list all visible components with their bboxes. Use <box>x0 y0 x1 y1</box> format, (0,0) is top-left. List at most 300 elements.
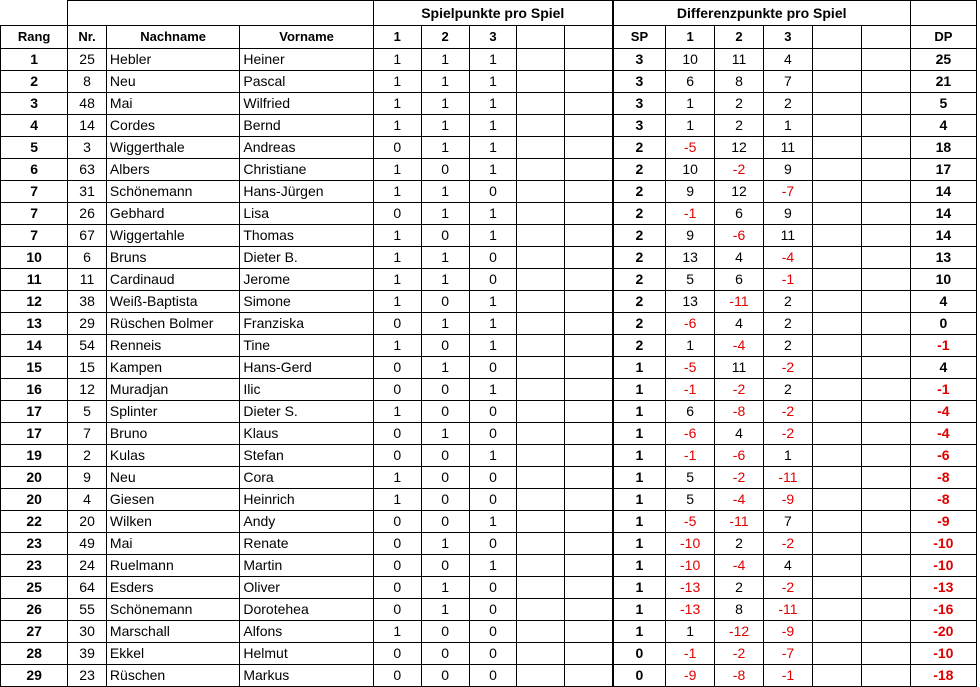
cell-diff-2: -2 <box>715 379 764 401</box>
cell-nachname: Neu <box>106 467 239 489</box>
cell-empty <box>565 467 613 489</box>
cell-empty <box>861 71 910 93</box>
cell-diff-1: 5 <box>666 467 715 489</box>
cell-empty <box>565 577 613 599</box>
cell-nr: 25 <box>68 49 107 71</box>
cell-diff-2: 6 <box>715 203 764 225</box>
cell-game-1: 0 <box>373 533 421 555</box>
cell-nachname: Weiß-Baptista <box>106 291 239 313</box>
cell-empty <box>517 511 565 533</box>
cell-empty <box>861 467 910 489</box>
cell-nr: 30 <box>68 621 107 643</box>
cell-nachname: Neu <box>106 71 239 93</box>
table-row <box>1 49 977 71</box>
cell-rang: 20 <box>1 489 68 511</box>
cell-diff-1: 9 <box>666 225 715 247</box>
cell-empty <box>812 423 861 445</box>
cell-diff-3: -9 <box>763 621 812 643</box>
cell-diff-2: 12 <box>715 137 764 159</box>
cell-empty <box>517 379 565 401</box>
cell-dp: -8 <box>910 467 976 489</box>
cell-nr: 31 <box>68 181 107 203</box>
cell-rang: 23 <box>1 533 68 555</box>
cell-rang: 17 <box>1 401 68 423</box>
cell-empty <box>517 181 565 203</box>
col-header-vorname: Vorname <box>240 26 373 49</box>
cell-diff-1: -5 <box>666 357 715 379</box>
cell-empty <box>565 269 613 291</box>
cell-empty <box>517 225 565 247</box>
cell-sp: 1 <box>613 445 666 467</box>
cell-empty <box>861 313 910 335</box>
table-row <box>1 225 977 247</box>
col-header-diff-2: 2 <box>715 26 764 49</box>
cell-empty <box>812 643 861 665</box>
cell-nr: 29 <box>68 313 107 335</box>
cell-rang: 5 <box>1 137 68 159</box>
cell-game-1: 1 <box>373 247 421 269</box>
cell-diff-2: 2 <box>715 533 764 555</box>
cell-diff-3: -11 <box>763 467 812 489</box>
cell-game-3: 1 <box>469 93 517 115</box>
cell-diff-3: -9 <box>763 489 812 511</box>
cell-dp: -6 <box>910 445 976 467</box>
cell-diff-3: -2 <box>763 357 812 379</box>
cell-diff-1: 9 <box>666 181 715 203</box>
cell-game-2: 0 <box>421 159 469 181</box>
cell-game-2: 0 <box>421 467 469 489</box>
cell-diff-2: 4 <box>715 313 764 335</box>
cell-dp: -8 <box>910 489 976 511</box>
cell-empty <box>861 445 910 467</box>
cell-empty <box>861 423 910 445</box>
cell-vorname: Heiner <box>240 49 373 71</box>
cell-game-3: 1 <box>469 511 517 533</box>
cell-vorname: Tine <box>240 335 373 357</box>
cell-game-1: 0 <box>373 511 421 533</box>
cell-empty <box>517 71 565 93</box>
cell-vorname: Ilic <box>240 379 373 401</box>
cell-diff-3: 4 <box>763 555 812 577</box>
cell-nr: 3 <box>68 137 107 159</box>
cell-nr: 11 <box>68 269 107 291</box>
cell-diff-1: 1 <box>666 621 715 643</box>
cell-sp: 2 <box>613 313 666 335</box>
cell-nr: 38 <box>68 291 107 313</box>
cell-empty <box>861 533 910 555</box>
col-header-diff-3: 3 <box>763 26 812 49</box>
cell-empty <box>565 203 613 225</box>
cell-empty <box>517 621 565 643</box>
cell-dp: -18 <box>910 665 976 687</box>
cell-game-1: 1 <box>373 93 421 115</box>
cell-nr: 12 <box>68 379 107 401</box>
cell-empty <box>565 313 613 335</box>
cell-game-3: 1 <box>469 445 517 467</box>
cell-nachname: Renneis <box>106 335 239 357</box>
cell-vorname: Heinrich <box>240 489 373 511</box>
cell-dp: -13 <box>910 577 976 599</box>
cell-game-1: 1 <box>373 489 421 511</box>
cell-game-1: 1 <box>373 269 421 291</box>
cell-game-3: 1 <box>469 115 517 137</box>
cell-empty <box>812 665 861 687</box>
cell-game-1: 1 <box>373 159 421 181</box>
cell-rang: 19 <box>1 445 68 467</box>
cell-diff-2: -4 <box>715 489 764 511</box>
cell-sp: 2 <box>613 203 666 225</box>
table-row <box>1 313 977 335</box>
cell-nachname: Bruns <box>106 247 239 269</box>
table-row <box>1 115 977 137</box>
cell-empty <box>812 467 861 489</box>
cell-diff-2: -4 <box>715 335 764 357</box>
table-row <box>1 181 977 203</box>
cell-diff-3: -1 <box>763 269 812 291</box>
cell-dp: -10 <box>910 643 976 665</box>
cell-diff-3: 1 <box>763 115 812 137</box>
cell-empty <box>861 49 910 71</box>
cell-vorname: Markus <box>240 665 373 687</box>
cell-sp: 2 <box>613 159 666 181</box>
cell-diff-2: -2 <box>715 643 764 665</box>
cell-game-2: 1 <box>421 423 469 445</box>
cell-vorname: Dieter S. <box>240 401 373 423</box>
cell-empty <box>565 291 613 313</box>
cell-diff-3: -7 <box>763 181 812 203</box>
cell-sp: 2 <box>613 137 666 159</box>
cell-nachname: Gebhard <box>106 203 239 225</box>
cell-empty <box>861 159 910 181</box>
cell-empty <box>565 335 613 357</box>
cell-vorname: Stefan <box>240 445 373 467</box>
table-row <box>1 467 977 489</box>
cell-dp: 4 <box>910 291 976 313</box>
table-row <box>1 423 977 445</box>
cell-diff-1: -1 <box>666 445 715 467</box>
cell-empty <box>565 489 613 511</box>
cell-empty <box>812 577 861 599</box>
col-header-sp: SP <box>613 26 666 49</box>
cell-diff-3: -2 <box>763 577 812 599</box>
cell-diff-1: -1 <box>666 379 715 401</box>
cell-sp: 1 <box>613 555 666 577</box>
cell-game-2: 1 <box>421 49 469 71</box>
cell-nr: 6 <box>68 247 107 269</box>
table-row <box>1 511 977 533</box>
cell-game-1: 0 <box>373 203 421 225</box>
cell-game-3: 0 <box>469 269 517 291</box>
cell-nachname: Cardinaud <box>106 269 239 291</box>
cell-diff-2: 2 <box>715 577 764 599</box>
cell-empty <box>565 445 613 467</box>
cell-game-2: 1 <box>421 115 469 137</box>
cell-sp: 1 <box>613 489 666 511</box>
table-row <box>1 335 977 357</box>
table-row <box>1 599 977 621</box>
col-header-empty <box>565 26 613 49</box>
cell-diff-2: 8 <box>715 71 764 93</box>
col-header-nr: Nr. <box>68 26 107 49</box>
cell-game-2: 1 <box>421 93 469 115</box>
cell-diff-3: -11 <box>763 599 812 621</box>
table-row <box>1 291 977 313</box>
cell-dp: 4 <box>910 357 976 379</box>
cell-nr: 23 <box>68 665 107 687</box>
cell-nr: 54 <box>68 335 107 357</box>
cell-game-2: 0 <box>421 225 469 247</box>
col-header-game-3: 3 <box>469 26 517 49</box>
cell-empty <box>812 49 861 71</box>
cell-game-1: 1 <box>373 71 421 93</box>
cell-rang: 23 <box>1 555 68 577</box>
cell-empty <box>812 247 861 269</box>
cell-diff-1: -1 <box>666 203 715 225</box>
cell-rang: 22 <box>1 511 68 533</box>
differenz-group-title: Differenzpunkte pro Spiel <box>613 1 911 26</box>
cell-nachname: Muradjan <box>106 379 239 401</box>
cell-empty <box>812 445 861 467</box>
cell-empty <box>517 49 565 71</box>
cell-game-2: 1 <box>421 599 469 621</box>
cell-empty <box>812 335 861 357</box>
cell-diff-1: 6 <box>666 401 715 423</box>
cell-sp: 2 <box>613 335 666 357</box>
cell-empty <box>861 621 910 643</box>
cell-game-1: 0 <box>373 555 421 577</box>
cell-diff-2: -2 <box>715 159 764 181</box>
cell-empty <box>517 269 565 291</box>
cell-sp: 3 <box>613 71 666 93</box>
cell-empty <box>861 335 910 357</box>
cell-game-2: 1 <box>421 357 469 379</box>
cell-dp: 10 <box>910 269 976 291</box>
cell-diff-3: 4 <box>763 49 812 71</box>
cell-game-3: 0 <box>469 533 517 555</box>
cell-rang: 20 <box>1 467 68 489</box>
cell-nachname: Mai <box>106 533 239 555</box>
table-row <box>1 555 977 577</box>
col-header-game-1: 1 <box>373 26 421 49</box>
cell-sp: 2 <box>613 291 666 313</box>
cell-empty <box>565 357 613 379</box>
cell-diff-3: -7 <box>763 643 812 665</box>
cell-empty <box>812 357 861 379</box>
cell-game-1: 0 <box>373 313 421 335</box>
cell-nr: 9 <box>68 467 107 489</box>
blank-cell <box>68 1 374 26</box>
cell-sp: 1 <box>613 533 666 555</box>
cell-rang: 11 <box>1 269 68 291</box>
cell-empty <box>517 203 565 225</box>
cell-game-1: 1 <box>373 621 421 643</box>
cell-rang: 12 <box>1 291 68 313</box>
cell-game-3: 0 <box>469 357 517 379</box>
cell-sp: 2 <box>613 269 666 291</box>
cell-nachname: Kulas <box>106 445 239 467</box>
cell-diff-1: 10 <box>666 159 715 181</box>
cell-empty <box>812 379 861 401</box>
cell-empty <box>565 621 613 643</box>
table-row <box>1 137 977 159</box>
cell-diff-1: -6 <box>666 313 715 335</box>
cell-empty <box>517 555 565 577</box>
cell-game-3: 0 <box>469 181 517 203</box>
cell-rang: 7 <box>1 203 68 225</box>
table-row <box>1 643 977 665</box>
cell-dp: -20 <box>910 621 976 643</box>
cell-nachname: Ruelmann <box>106 555 239 577</box>
cell-nr: 39 <box>68 643 107 665</box>
cell-game-1: 1 <box>373 467 421 489</box>
cell-dp: 13 <box>910 247 976 269</box>
cell-empty <box>565 247 613 269</box>
cell-dp: 14 <box>910 225 976 247</box>
cell-empty <box>565 159 613 181</box>
cell-dp: 4 <box>910 115 976 137</box>
cell-empty <box>812 511 861 533</box>
cell-dp: 14 <box>910 181 976 203</box>
cell-diff-2: -8 <box>715 665 764 687</box>
cell-empty <box>812 599 861 621</box>
cell-sp: 1 <box>613 379 666 401</box>
cell-game-1: 1 <box>373 291 421 313</box>
cell-empty <box>517 489 565 511</box>
cell-empty <box>517 599 565 621</box>
cell-diff-2: -4 <box>715 555 764 577</box>
cell-diff-3: 9 <box>763 159 812 181</box>
cell-game-3: 1 <box>469 313 517 335</box>
cell-empty <box>812 181 861 203</box>
col-header-empty <box>812 26 861 49</box>
cell-vorname: Lisa <box>240 203 373 225</box>
cell-diff-2: 11 <box>715 357 764 379</box>
cell-dp: 5 <box>910 93 976 115</box>
cell-game-1: 0 <box>373 137 421 159</box>
cell-empty <box>861 511 910 533</box>
cell-diff-2: 2 <box>715 93 764 115</box>
cell-game-3: 1 <box>469 159 517 181</box>
cell-diff-2: -12 <box>715 621 764 643</box>
cell-nr: 55 <box>68 599 107 621</box>
cell-empty <box>861 225 910 247</box>
cell-game-2: 0 <box>421 511 469 533</box>
cell-nachname: Albers <box>106 159 239 181</box>
cell-nachname: Ekkel <box>106 643 239 665</box>
cell-rang: 6 <box>1 159 68 181</box>
cell-empty <box>861 489 910 511</box>
cell-empty <box>812 401 861 423</box>
cell-empty <box>517 357 565 379</box>
cell-diff-3: -2 <box>763 423 812 445</box>
cell-nachname: Schönemann <box>106 181 239 203</box>
table-row <box>1 71 977 93</box>
cell-empty <box>812 291 861 313</box>
cell-nr: 67 <box>68 225 107 247</box>
cell-empty <box>812 555 861 577</box>
cell-game-1: 1 <box>373 181 421 203</box>
cell-empty <box>565 379 613 401</box>
cell-game-2: 0 <box>421 335 469 357</box>
cell-diff-2: 12 <box>715 181 764 203</box>
cell-empty <box>812 115 861 137</box>
cell-game-1: 0 <box>373 423 421 445</box>
cell-nachname: Mai <box>106 93 239 115</box>
cell-nachname: Schönemann <box>106 599 239 621</box>
cell-nachname: Rüschen Bolmer <box>106 313 239 335</box>
cell-empty <box>517 401 565 423</box>
table-row <box>1 665 977 687</box>
cell-nr: 15 <box>68 357 107 379</box>
cell-game-3: 0 <box>469 247 517 269</box>
cell-empty <box>812 225 861 247</box>
cell-dp: -9 <box>910 511 976 533</box>
blank-cell <box>1 1 68 26</box>
cell-empty <box>517 93 565 115</box>
cell-sp: 3 <box>613 49 666 71</box>
cell-empty <box>812 489 861 511</box>
cell-game-3: 0 <box>469 599 517 621</box>
cell-empty <box>812 269 861 291</box>
cell-rang: 13 <box>1 313 68 335</box>
cell-nr: 2 <box>68 445 107 467</box>
cell-game-1: 1 <box>373 401 421 423</box>
cell-nachname: Esders <box>106 577 239 599</box>
cell-game-1: 1 <box>373 49 421 71</box>
cell-sp: 0 <box>613 643 666 665</box>
cell-vorname: Wilfried <box>240 93 373 115</box>
cell-sp: 1 <box>613 599 666 621</box>
cell-empty <box>861 181 910 203</box>
table-row <box>1 247 977 269</box>
cell-empty <box>861 203 910 225</box>
cell-rang: 7 <box>1 225 68 247</box>
cell-empty <box>517 423 565 445</box>
col-header-diff-1: 1 <box>666 26 715 49</box>
cell-diff-3: 9 <box>763 203 812 225</box>
cell-diff-2: 4 <box>715 423 764 445</box>
cell-vorname: Renate <box>240 533 373 555</box>
cell-diff-1: -9 <box>666 665 715 687</box>
blank-cell <box>910 1 976 26</box>
cell-diff-1: 13 <box>666 247 715 269</box>
cell-empty <box>565 555 613 577</box>
cell-game-1: 0 <box>373 577 421 599</box>
cell-nachname: Wiggerthale <box>106 137 239 159</box>
cell-diff-3: -4 <box>763 247 812 269</box>
cell-empty <box>812 313 861 335</box>
cell-empty <box>861 555 910 577</box>
cell-dp: -16 <box>910 599 976 621</box>
cell-diff-1: 5 <box>666 489 715 511</box>
cell-nr: 26 <box>68 203 107 225</box>
cell-empty <box>861 115 910 137</box>
cell-nr: 8 <box>68 71 107 93</box>
cell-empty <box>517 643 565 665</box>
cell-empty <box>861 401 910 423</box>
cell-sp: 1 <box>613 401 666 423</box>
cell-vorname: Martin <box>240 555 373 577</box>
cell-empty <box>565 181 613 203</box>
col-header-dp: DP <box>910 26 976 49</box>
table-row <box>1 269 977 291</box>
cell-nr: 5 <box>68 401 107 423</box>
column-header-row <box>1 26 977 49</box>
cell-dp: -10 <box>910 555 976 577</box>
col-header-rang: Rang <box>1 26 68 49</box>
cell-diff-3: 7 <box>763 511 812 533</box>
cell-game-2: 0 <box>421 643 469 665</box>
